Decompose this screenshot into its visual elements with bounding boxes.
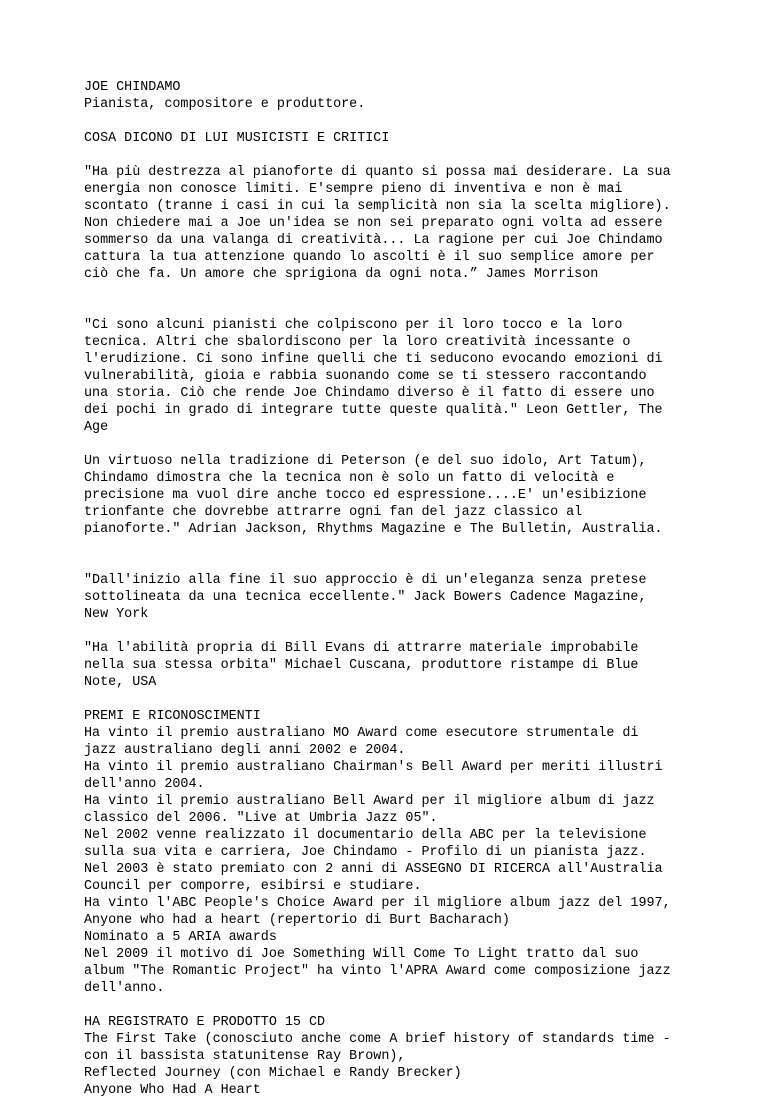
award-line: classico del 2006. "Live at Umbria Jazz 05". <box>84 811 438 826</box>
quote-line: energia non conosce limiti. E'sempre pieno di inventiva e non è mai <box>84 182 623 197</box>
quote-line: Note, USA <box>84 675 157 690</box>
quote-line: l'erudizione. Ci sono infine quelli che ti seducono evocando emozioni di <box>84 352 663 367</box>
quote-line: Chindamo dimostra che la tecnica non è solo un fatto di velocità e <box>84 471 615 486</box>
quote-line: dei pochi in grado di integrare tutte queste qualità." Leon Gettler, The <box>84 403 663 418</box>
quote-line: precisione ma vuol dire anche tocco ed espressione....E' un'esibizione <box>84 488 647 503</box>
award-line: Ha vinto il premio australiano Bell Award per il migliore album di jazz <box>84 794 655 809</box>
quote-line: ciò che fa. Un amore che sprigiona da ogni nota.” James Morrison <box>84 267 599 282</box>
quote-morrison <box>84 164 760 283</box>
quote-line: "Ha più destrezza al pianoforte di quanto si possa mai desiderare. La sua <box>84 165 671 180</box>
award-line: Nel 2003 è stato premiato con 2 anni di ASSEGNO DI RICERCA all'Australia <box>84 862 663 877</box>
recordings-heading: HA REGISTRATO E PRODOTTO 15 CD <box>84 1015 326 1030</box>
awards-section <box>84 708 760 997</box>
quote-jackson <box>84 453 760 538</box>
quote-line: cattura la tua attenzione quando lo ascolti è il suo semplice amore per <box>84 250 655 265</box>
quote-cuscana <box>84 640 760 691</box>
quote-gettler <box>84 317 760 436</box>
quote-line: sottolineata da una tecnica eccellente." Jack Bowers Cadence Magazine, <box>84 590 647 605</box>
recording-line: Reflected Journey (con Michael e Randy Brecker) <box>84 1066 462 1081</box>
award-line: Nel 2002 venne realizzato il documentario della ABC per la televisione <box>84 828 647 843</box>
quote-line: scontato (tranne i casi in cui la semplicità non sia la scelta migliore). <box>84 199 671 214</box>
recording-line: con il bassista statunitense Ray Brown), <box>84 1049 406 1064</box>
recordings-section <box>84 1014 760 1099</box>
award-line: dell'anno. <box>84 981 165 996</box>
award-line: Ha vinto il premio australiano Chairman's Bell Award per meriti illustri <box>84 760 663 775</box>
document-page <box>84 79 760 1099</box>
critics-heading: COSA DICONO DI LUI MUSICISTI E CRITICI <box>84 131 390 146</box>
awards-heading: PREMI E RICONOSCIMENTI <box>84 709 261 724</box>
award-line: Ha vinto il premio australiano MO Award come esecutore strumentale di <box>84 726 639 741</box>
quote-line: New York <box>84 607 149 622</box>
recording-line: The First Take (conosciuto anche come A brief history of standards time - <box>84 1032 671 1047</box>
award-line: album "The Romantic Project" ha vinto l'APRA Award come composizione jazz <box>84 964 671 979</box>
quote-line: Non chiedere mai a Joe un'idea se non sei preparato ogni volta ad essere <box>84 216 663 231</box>
quote-line: sommerso da una valanga di creatività... La ragione per cui Joe Chindamo <box>84 233 663 248</box>
quote-line: pianoforte." Adrian Jackson, Rhythms Magazine e The Bulletin, Australia. <box>84 522 663 537</box>
quote-line: una storia. Ciò che rende Joe Chindamo diverso è il fatto di essere uno <box>84 386 655 401</box>
quote-line: vulnerabilità, gioia e rabbia suonando come se ti stessero raccontando <box>84 369 647 384</box>
recording-line: Anyone Who Had A Heart <box>84 1083 261 1098</box>
artist-role: Pianista, compositore e produttore. <box>84 97 366 112</box>
award-line: Ha vinto l'ABC People's Choice Award per il migliore album jazz del 1997, <box>84 896 671 911</box>
quote-line: Age <box>84 420 109 435</box>
award-line: Nel 2009 il motivo di Joe Something Will Come To Light tratto dal suo <box>84 947 639 962</box>
award-line: dell'anno 2004. <box>84 777 205 792</box>
award-line: jazz australiano degli anni 2002 e 2004. <box>84 743 406 758</box>
quote-line: nella sua stessa orbita" Michael Cuscana, produttore ristampe di Blue <box>84 658 639 673</box>
quote-line: "Ha l'abilità propria di Bill Evans di attrarre materiale improbabile <box>84 641 639 656</box>
award-line: Nominato a 5 ARIA awards <box>84 930 277 945</box>
quote-line: Un virtuoso nella tradizione di Peterson (e del suo idolo, Art Tatum), <box>84 454 647 469</box>
quote-line: tecnica. Altri che sbalordiscono per la loro creatività incessante o <box>84 335 631 350</box>
artist-name: JOE CHINDAMO <box>84 80 181 95</box>
award-line: Anyone who had a heart (repertorio di Burt Bacharach) <box>84 913 510 928</box>
quote-line: trionfante che dovrebbe attrarre ogni fan del jazz classico al <box>84 505 583 520</box>
quote-line: "Dall'inizio alla fine il suo approccio è di un'eleganza senza pretese <box>84 573 647 588</box>
award-line: sulla sua vita e carriera, Joe Chindamo - Profilo di un pianista jazz. <box>84 845 647 860</box>
quote-bowers <box>84 572 760 623</box>
quote-line: "Ci sono alcuni pianisti che colpiscono per il loro tocco e la loro <box>84 318 623 333</box>
award-line: Council per comporre, esibirsi e studiare. <box>84 879 422 894</box>
